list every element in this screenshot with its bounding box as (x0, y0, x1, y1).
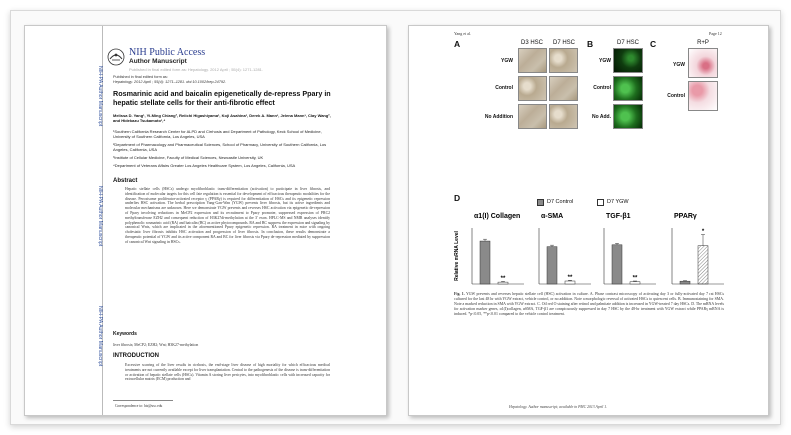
affiliation: ³Institute of Cellular Medicine, Faculty of Medical Sciences, Newcastle University, UK (113, 155, 264, 160)
affiliation: ²Department of Pharmacology and Pharmaceutical Sciences, School of Pharmacy, University of Southern California, Los Angeles, California, USA (113, 142, 327, 152)
page-footer: Hepatology. Author manuscript; available in PMC 2013 April 1. (509, 405, 608, 409)
micrograph (518, 76, 547, 101)
legend-swatch-control (537, 199, 544, 206)
bar-control (547, 247, 557, 284)
author-manuscript-label: Author Manuscript (129, 58, 187, 65)
micrograph (518, 104, 547, 129)
panel-letter: A (454, 39, 461, 49)
caption-title: Fig. 1. (454, 292, 465, 296)
panel-b-row-label: Control (593, 85, 611, 91)
micrograph (549, 104, 578, 129)
bar-control (680, 281, 690, 284)
panel-a-row-label: Control (495, 85, 513, 91)
left-sidebar (93, 26, 103, 415)
panel-a-row-label: No Addition (484, 114, 513, 120)
introduction-text: Excessive scarring of the liver results in cirrhosis, the end-stage liver disease of high mortality for which efficacious medical treatments are not currently available except for liver transplantation. Central to the pathogenesis of the disease is trans-differentiation or activation of hepatic stellate cells (HSCs). Vitamin A storing liver pericytes, into myofibroblastic cells with increased capacity for extracellular matrix (ECM) production and (125, 363, 330, 382)
micrograph (549, 48, 578, 73)
y-axis-label: Relative mRNA Level (454, 231, 460, 281)
panel-letter: B (587, 39, 594, 49)
panel-b-row-label: No Add. (592, 114, 611, 120)
publication-line-1: Published in final edited form as: (113, 75, 168, 79)
micrograph (549, 76, 578, 101)
significance-marker: ** (567, 274, 573, 281)
panel-letter: D (454, 193, 461, 203)
correspondence-footnote: Correspondence to: hts@usc.edu (115, 404, 163, 408)
publication-line-2: Hepatology. 2012 April ; 55(4): 1271–1281. doi:10.1002/hep.24792. (113, 80, 227, 84)
panel-b-column-header: D7 HSC (616, 40, 639, 46)
panel-letter: C (650, 39, 657, 49)
left-sidebar-rule (102, 26, 112, 415)
micrograph (518, 48, 547, 73)
introduction-heading: INTRODUCTION (113, 353, 159, 359)
legend-label-control: D7 Control (547, 199, 574, 205)
affiliation: ¹Southern California Research Center for ALPD and Cirrhosis and Department of Pathology, Keck School of Medicine, University of Southern California, Los Angeles, USA (113, 129, 322, 139)
panel-a-row-label: YGW (501, 58, 513, 64)
panel-a-column-header: D3 HSC (520, 40, 543, 46)
sidebar-label: NIH-PA Author Manuscript (97, 306, 103, 367)
legend-label-ygw: D7 YGW (607, 199, 629, 205)
chart-panel-title: PPARγ (674, 213, 697, 220)
nih-logo-icon (107, 48, 125, 66)
fluorescence-image (613, 48, 643, 73)
affiliation: ⁴Department of Veterans Affairs Greater Los Angeles Healthcare System, Los Angeles, California, USA (113, 163, 296, 168)
fluorescence-image (613, 104, 643, 129)
panel-c-row-label: Control (667, 93, 685, 99)
bar-ygw (630, 282, 640, 284)
sidebar-label: NIH-PA Author Manuscript (97, 66, 103, 127)
oil-red-o-image (688, 48, 718, 78)
legend-swatch-ygw (597, 199, 604, 206)
bar-control (612, 245, 622, 284)
bar-ygw (498, 282, 508, 284)
significance-marker: * (701, 229, 705, 236)
author-list: Melissa D. Yang¹, Yi-Ming Chiang², Reiichi Higashiyama¹, Koji Asahina¹, Derek A. Mann³, Jelena Mann³, Clay Wang², and Hidekazu Tsukamoto¹,⁴ (113, 113, 331, 123)
right-page (408, 25, 769, 416)
panel-a-column-header: D7 HSC (552, 40, 575, 46)
bar-ygw (565, 281, 575, 284)
significance-marker: ** (632, 275, 638, 282)
figure-caption (454, 292, 724, 317)
abstract-text: Hepatic stellate cells (HSCs) undergo myofibroblastic trans-differentiation (activation) to participate in liver fibrosis, and identification of molecular targets for this cell fate regulation is essential for development of efficacious therapeutic modalities for the disease. Peroxisome proliferator-activated receptor γ (PPARγ) is required for differentiation of HSCs and its epigenetic repression underlies HSC activation. The herbal prescription Yang-Gan-Wan (YGW) prevents liver fibrosis, but its active ingredients and molecular mechanisms are unknown. Here we demonstrate YGW prevents and reverses HSC activation via epigenetic de-repression of Ppary involving reductions in MeCP2 expression and its recruitment to Ppary promoter, suppressed expression of PRC2 methyltransferase EZH2 and consequent reduction of H3K27di-methylation at the 3' exon. HPLC-MS and NMR analyses identify polyphenolic rosmarinic acid (RA) and baicalin (BC) as active phytocompounds. RA and BC suppress the expression and signaling by canonical Wnts, which are implicated in the aforementioned Ppary epigenetic repression. RA treatment in mice with ongoing cholestatic liver fibrosis inhibits HSC activation and progression of liver fibrosis. In conclusion, these results demonstrate a therapeutic potential of YGW and its active component RA and BC for liver fibrosis via Ppary de-repression mediated by suppression of canonical Wnt signaling in HSCs. (125, 187, 330, 244)
abstract-heading: Abstract (113, 178, 138, 184)
significance-marker: ** (500, 275, 506, 282)
mrna-bar-chart (454, 206, 739, 291)
keywords-text: liver fibrosis; MeCP2; EZH2; Wnt; H3K27-methylation (113, 343, 199, 347)
panel-c-column-header: R+P (697, 40, 709, 46)
fluorescence-image (613, 76, 643, 101)
chart-panel-title: α-SMA (541, 213, 564, 220)
chart-panel-title: TGF-β1 (606, 213, 631, 220)
article-title: Rosmarinic acid and baicalin epigenetically de-repress Ppary in hepatic stellate cells for their anti-fibrotic effect (113, 89, 331, 107)
footnote-rule (113, 400, 173, 401)
bar-control (480, 241, 490, 284)
keywords-heading: Keywords (113, 331, 137, 337)
panel-c-row-label: YGW (673, 62, 685, 68)
nih-public-access-title: NIH Public Access (129, 47, 206, 58)
document-viewer-frame (10, 10, 781, 425)
caption-text: YGW prevents and reverses hepatic stellate cell (HSC) activation in culture. A. Phase contrast microscopy of activating day 3 or fully-activated day 7 rat HSCs cultured for the last 48 hr with YGW extract, vehicle control, or no addition. Note a morphologic reversal of activated HSCs to quiescent cells. B. Immunostaining for SMA. Note a marked reduction in SMA with YGW extract. C. Oil red O staining after retinol and palmitate addition is increased in YGW-treated 7 day HSCs. D. The mRNA levels for activation marker genes, α1(I)collagen, αSMA, TGF-β1 are conspicuously suppressed in day 7 HSC by the 48-hr treatment with YGW extract while PPARγ mRNA is induced. *p<0.05, **p<0.01 compared to the vehicle control treatment. (454, 292, 725, 316)
bar-ygw (698, 246, 708, 284)
oil-red-o-image (688, 81, 718, 111)
panel-b-row-label: YGW (599, 58, 611, 64)
sidebar-label: NIH-PA Author Manuscript (97, 186, 103, 247)
chart-panel-title: α1(I) Collagen (474, 213, 521, 220)
published-note: Published in final edited form as: Hepatology. 2012 April ; 55(4): 1271-1281. (129, 67, 264, 72)
page-number: Page 12 (709, 31, 722, 36)
running-header: Yang et al. (454, 31, 472, 36)
left-page (24, 25, 387, 416)
